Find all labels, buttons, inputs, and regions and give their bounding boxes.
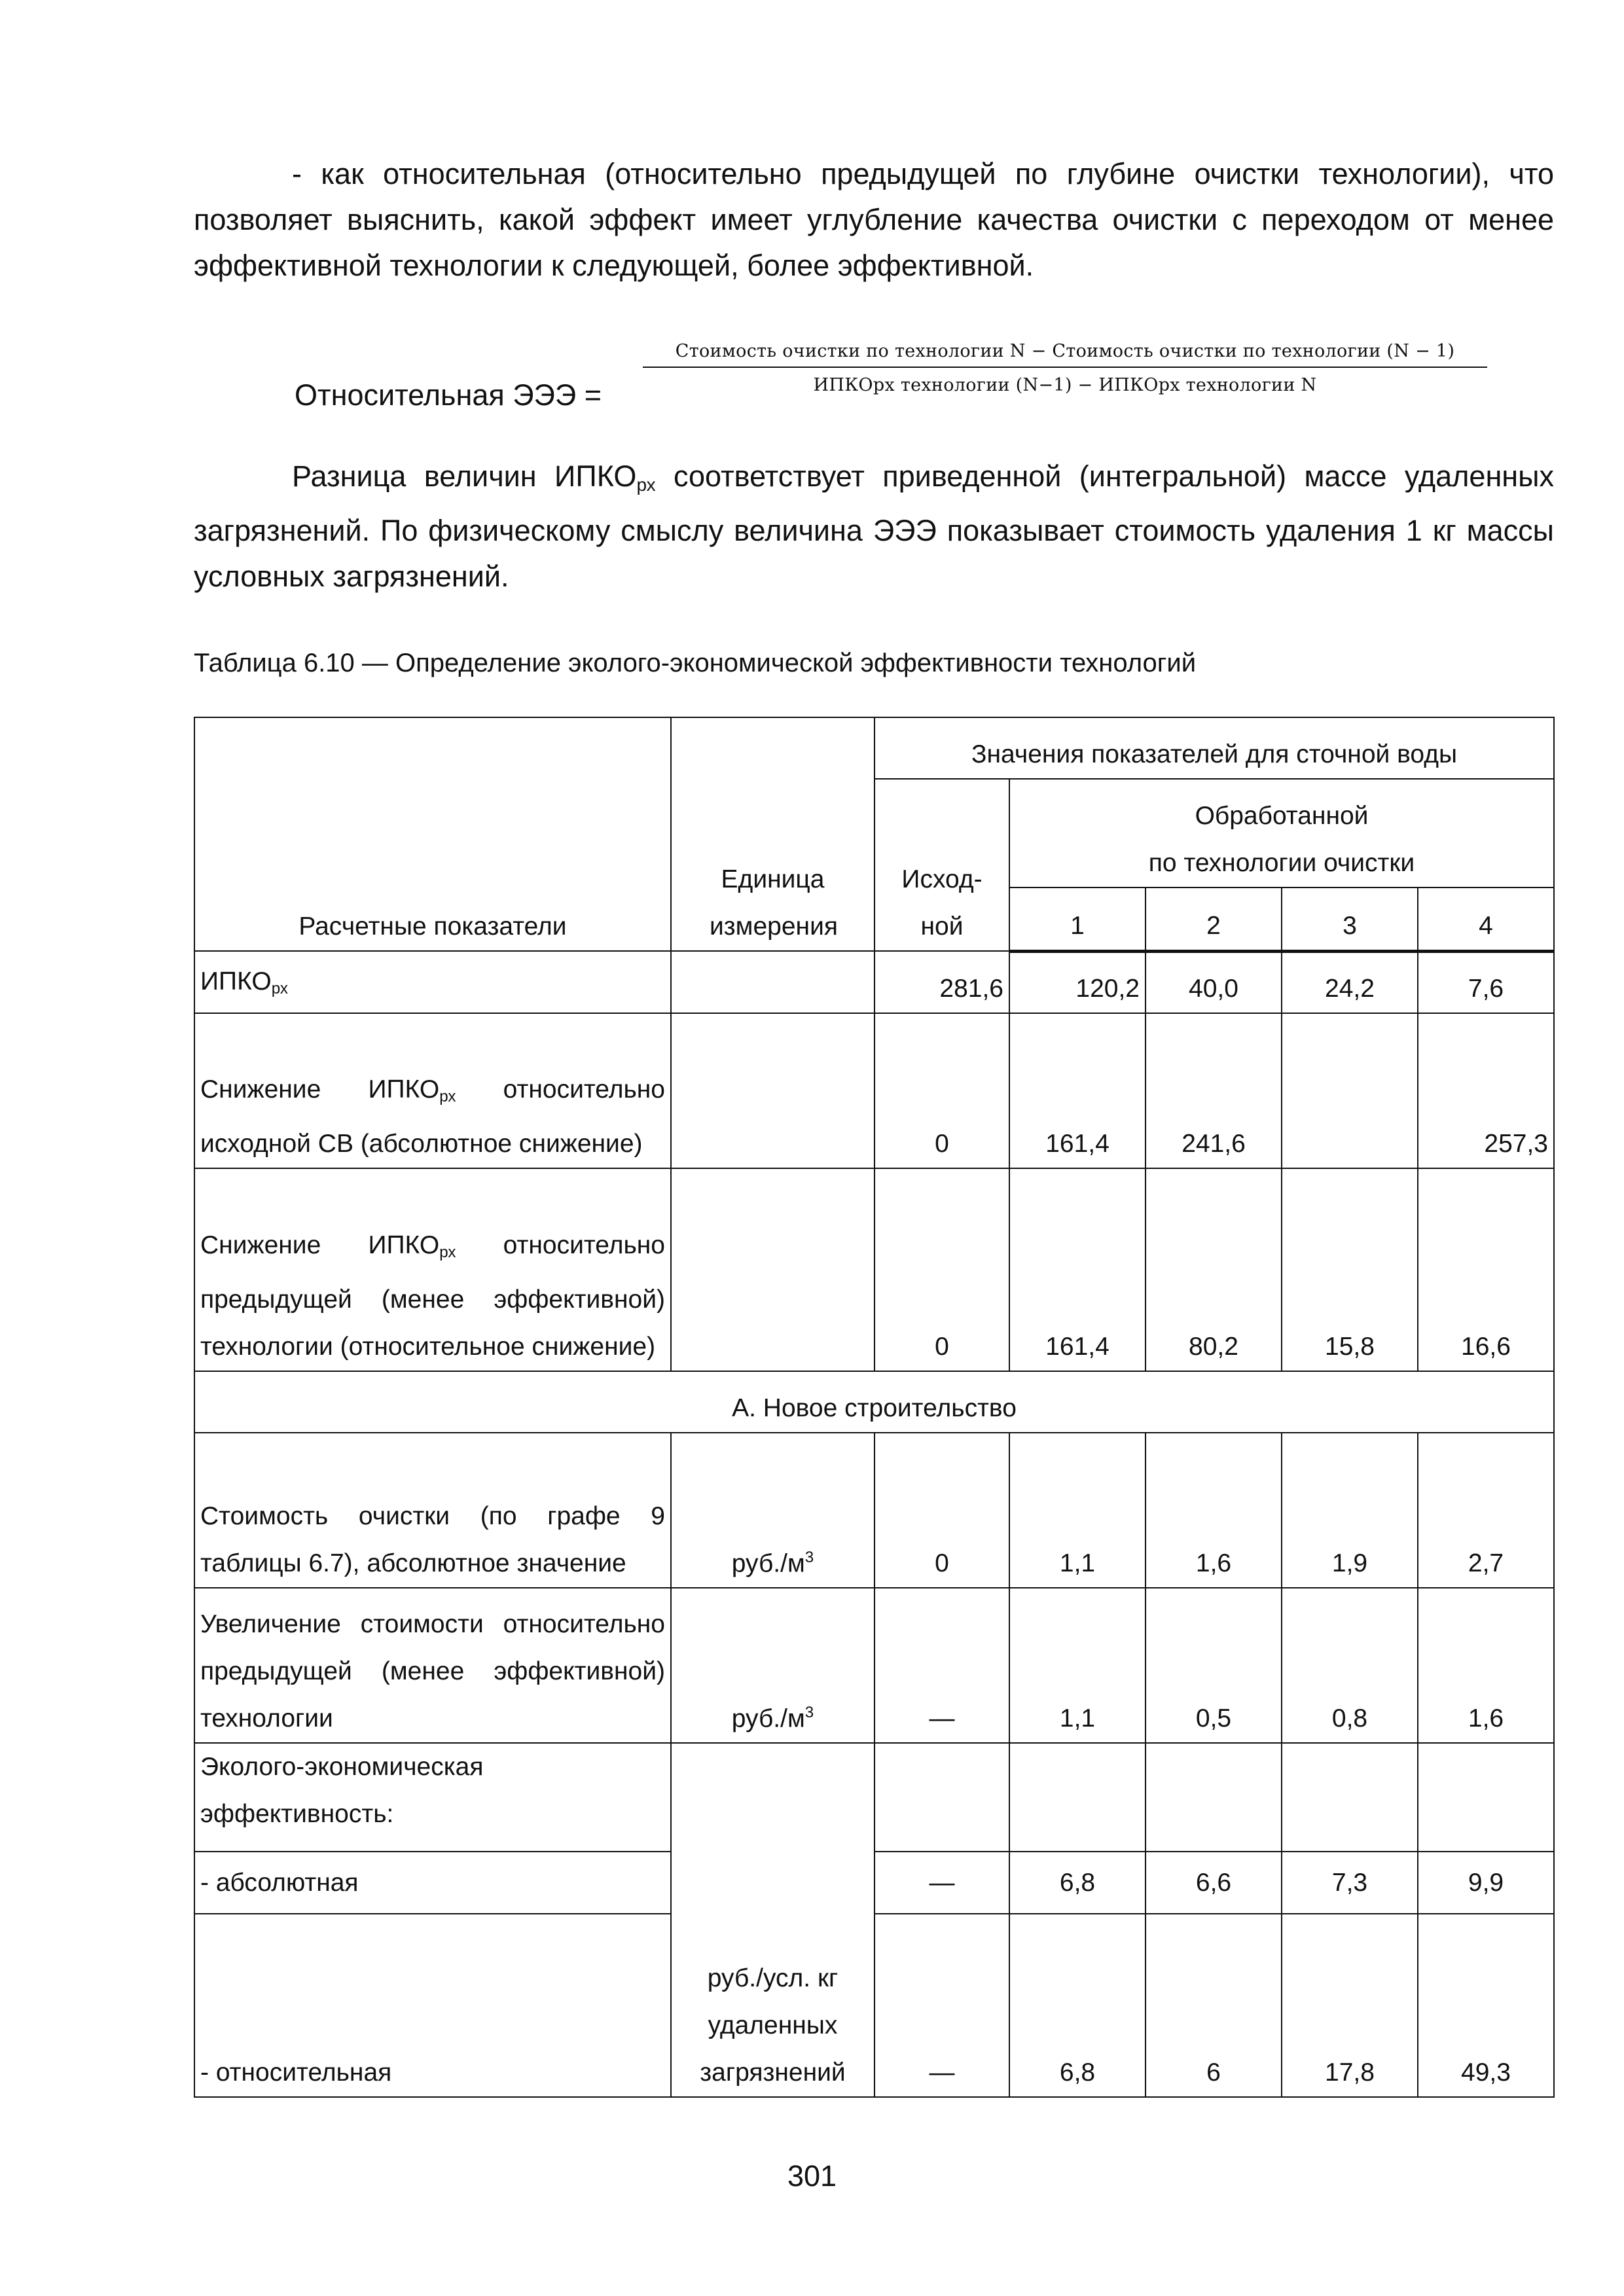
value-initial: 0 xyxy=(875,1168,1009,1371)
row-unit xyxy=(671,1013,875,1168)
paragraph2-subscript: рх xyxy=(636,474,656,495)
value-tech-1: 6,8 xyxy=(1009,1914,1146,2097)
value-tech-4: 1,6 xyxy=(1418,1588,1554,1743)
paragraph2-part1: Разница величин ИПКО xyxy=(292,459,637,493)
row-label: Увеличение стоимости относительно предыдущей (менее эффективной) технологии xyxy=(194,1588,671,1743)
value-tech-3 xyxy=(1282,1013,1418,1168)
row-label-text: ИПКО xyxy=(200,967,272,996)
value-tech-3: 0,8 xyxy=(1282,1588,1418,1743)
header-tech-1: 1 xyxy=(1009,888,1146,951)
value-tech-1: 6,8 xyxy=(1009,1852,1146,1914)
table-caption: Таблица 6.10 — Определение эколого-экономической эффективности технологий xyxy=(194,649,1197,677)
value-tech-3: 17,8 xyxy=(1282,1914,1418,2097)
value-initial: — xyxy=(875,1852,1009,1914)
empty-cell xyxy=(1418,1743,1554,1852)
empty-cell xyxy=(1009,1743,1146,1852)
header-treated xyxy=(1009,779,1554,888)
row-label-suffix: относительно предыдущей (менее эффективной) технологии (относительное снижение) xyxy=(200,1230,666,1361)
section-title: А. Новое строительство xyxy=(194,1371,1554,1433)
header-initial-text: Исход-ной xyxy=(901,865,983,941)
value-tech-2: 40,0 xyxy=(1146,951,1282,1013)
header-tech-4: 4 xyxy=(1418,888,1554,951)
value-tech-2: 6 xyxy=(1146,1914,1282,2097)
row-unit-text: руб./м xyxy=(731,1704,805,1732)
row-label: - относительная xyxy=(194,1914,671,2097)
value-tech-3: 15,8 xyxy=(1282,1168,1418,1371)
row-label-subscript: рх xyxy=(439,1244,456,1261)
table-row xyxy=(194,951,1554,1013)
value-tech-4: 2,7 xyxy=(1418,1433,1554,1588)
efficiency-label: Эколого-экономическая эффективность: xyxy=(194,1743,671,1852)
table-row xyxy=(194,1013,1554,1168)
value-tech-1: 1,1 xyxy=(1009,1588,1146,1743)
relative-efficiency-formula xyxy=(295,340,1558,412)
row-unit-superscript: 3 xyxy=(804,1703,814,1721)
row-label: - абсолютная xyxy=(194,1852,671,1914)
row-label xyxy=(194,1168,671,1371)
value-tech-1: 120,2 xyxy=(1009,951,1146,1013)
value-tech-4: 9,9 xyxy=(1418,1852,1554,1914)
efficiency-header-row xyxy=(194,1743,1554,1852)
paragraph-relative-definition: - как относительная (относительно предыдущей по глубине очистки технологии), что позволяет выяснить, какой эффект имеет углубление качества очистки с переходом от менее эффективной технологии к следующей, более эффективной. xyxy=(194,157,1554,282)
row-label-text: Снижение ИПКО xyxy=(200,1230,440,1259)
value-tech-1: 1,1 xyxy=(1009,1433,1146,1588)
value-initial: 0 xyxy=(875,1433,1009,1588)
formula-numerator: Стоимость очистки по технологии N − Стоимость очистки по технологии (N − 1) xyxy=(643,340,1487,368)
row-label xyxy=(194,1013,671,1168)
header-values-group: Значения показателей для сточной воды xyxy=(875,717,1554,779)
header-row-1 xyxy=(194,717,1554,779)
value-tech-2: 0,5 xyxy=(1146,1588,1282,1743)
value-tech-4: 7,6 xyxy=(1418,951,1554,1013)
value-initial: 0 xyxy=(875,1013,1009,1168)
value-initial: 281,6 xyxy=(875,951,1009,1013)
row-unit xyxy=(671,951,875,1013)
row-unit xyxy=(671,1168,875,1371)
value-tech-2: 80,2 xyxy=(1146,1168,1282,1371)
value-tech-3: 24,2 xyxy=(1282,951,1418,1013)
efficiency-table xyxy=(194,717,1555,2098)
value-tech-4: 257,3 xyxy=(1418,1013,1554,1168)
paragraph-physical-meaning xyxy=(194,454,1554,600)
header-tech-2: 2 xyxy=(1146,888,1282,951)
empty-cell xyxy=(875,1743,1009,1852)
row-label-suffix: относительно исходной СВ (абсолютное снижение) xyxy=(200,1075,666,1158)
formula-fraction xyxy=(643,340,1487,397)
value-tech-4: 16,6 xyxy=(1418,1168,1554,1371)
page-number: 301 xyxy=(787,2159,837,2193)
section-row xyxy=(194,1371,1554,1433)
value-tech-3: 7,3 xyxy=(1282,1852,1418,1914)
value-tech-1: 161,4 xyxy=(1009,1013,1146,1168)
table-row xyxy=(194,1433,1554,1588)
value-tech-4: 49,3 xyxy=(1418,1914,1554,2097)
table-row xyxy=(194,1852,1554,1914)
row-unit-superscript: 3 xyxy=(804,1548,814,1566)
header-initial xyxy=(875,779,1009,951)
header-treated-line1: Обработанной xyxy=(1195,802,1369,830)
value-tech-1: 161,4 xyxy=(1009,1168,1146,1371)
row-label-subscript: рх xyxy=(439,1088,456,1105)
paragraph2-part2: соответствует приведенной (интегральной) массе удаленных загрязнений. По физическому смыслу величина ЭЭЭ показывает стоимость удаления 1 кг массы условных загрязнений. xyxy=(194,459,1554,593)
header-treated-line2: по технологии очистки xyxy=(1148,849,1415,877)
row-label-text: Снижение ИПКО xyxy=(200,1075,440,1103)
efficiency-unit: руб./усл. кг удаленных загрязнений xyxy=(671,1743,875,2097)
row-label-subscript: рх xyxy=(271,980,288,997)
row-unit xyxy=(671,1433,875,1588)
formula-denominator: ИПКОрх технологии (N−1) − ИПКОрх технологии N xyxy=(813,375,1317,395)
header-indicators: Расчетные показатели xyxy=(194,717,671,951)
table-row xyxy=(194,1168,1554,1371)
row-unit xyxy=(671,1588,875,1743)
value-initial: — xyxy=(875,1588,1009,1743)
empty-cell xyxy=(1146,1743,1282,1852)
value-tech-2: 6,6 xyxy=(1146,1852,1282,1914)
formula-label: Относительная ЭЭЭ = xyxy=(295,378,602,412)
header-unit xyxy=(671,717,875,951)
table-row xyxy=(194,1914,1554,2097)
value-tech-2: 1,6 xyxy=(1146,1433,1282,1588)
value-tech-3: 1,9 xyxy=(1282,1433,1418,1588)
row-unit-text: руб./м xyxy=(731,1549,805,1577)
row-label xyxy=(194,951,671,1013)
empty-cell xyxy=(1282,1743,1418,1852)
row-label: Стоимость очистки (по графе 9 таблицы 6.7), абсолютное значение xyxy=(194,1433,671,1588)
value-tech-2: 241,6 xyxy=(1146,1013,1282,1168)
header-tech-3: 3 xyxy=(1282,888,1418,951)
value-initial: — xyxy=(875,1914,1009,2097)
header-unit-text: Единица измерения xyxy=(710,865,838,941)
table-row xyxy=(194,1588,1554,1743)
